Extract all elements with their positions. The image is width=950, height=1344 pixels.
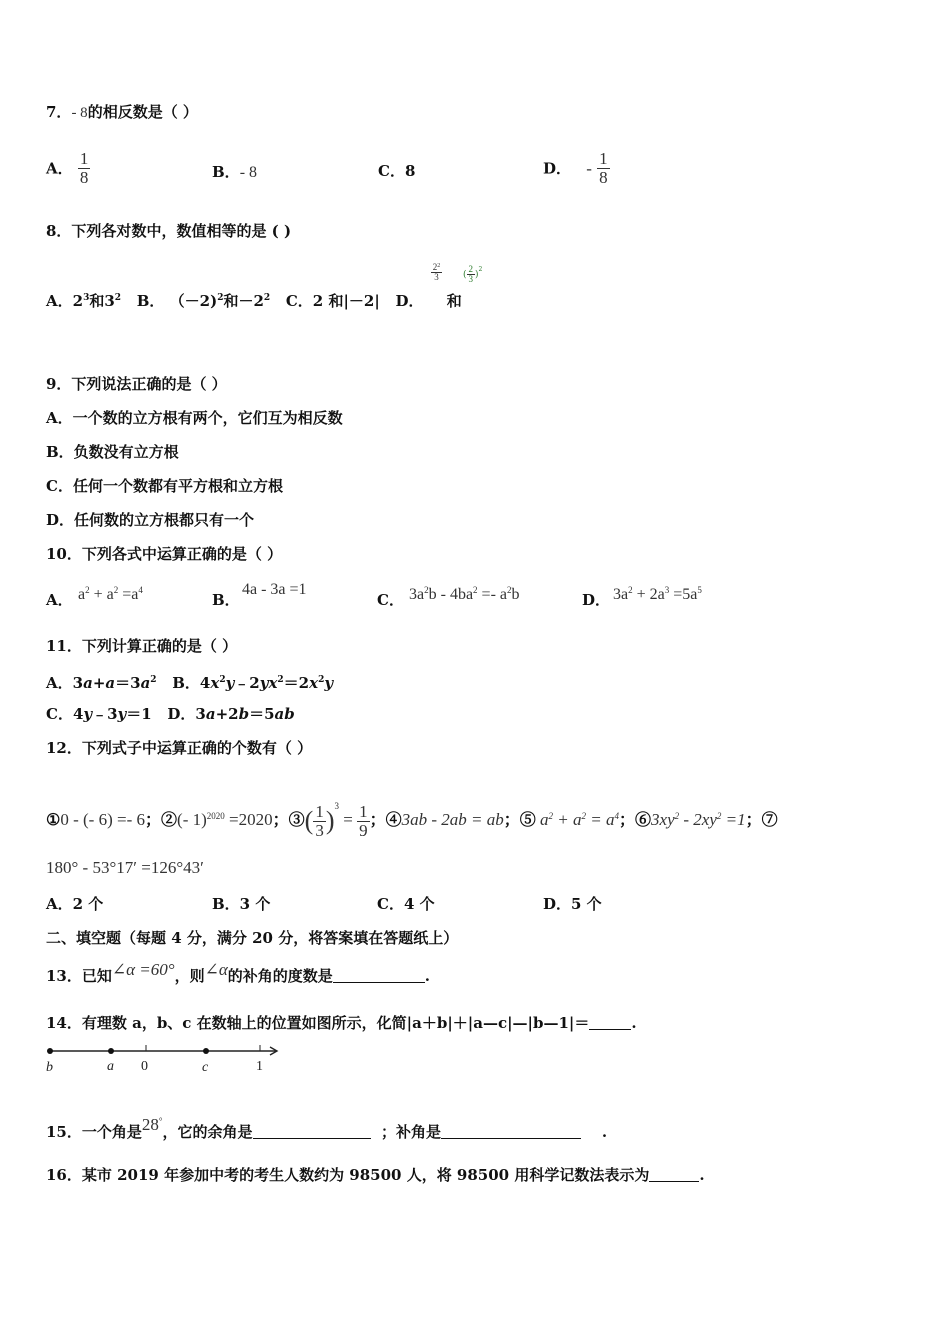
q16-text: 16．某市 2019 年参加中考的考生人数约为 98500 人，将 98500 用科学记数法表示为 (46, 1166, 650, 1184)
q10-option-b-math: 4a - 3a =1 (242, 581, 307, 598)
q8-option-a-and: 和 (89, 292, 105, 310)
q11-option-d-label: D． (167, 705, 196, 723)
q7-option-c-label: C． (378, 162, 405, 180)
point-c (203, 1048, 209, 1054)
q10-stem: 10．下列各式中运算正确的是（ ） (46, 545, 283, 563)
q14 (46, 1013, 637, 1033)
q15-supplement-label: ；补角是 (380, 1123, 441, 1141)
label-b: b (46, 1060, 53, 1075)
q13-prefix: 13．已知 (46, 967, 112, 985)
q15-end: . (601, 1123, 608, 1141)
q8-option-d-label: D． (395, 292, 424, 310)
label-one: 1 (256, 1059, 263, 1074)
q12-sep-6: ； (745, 810, 762, 829)
q12-option-c: C．4 个 (377, 895, 435, 913)
point-a (108, 1048, 114, 1054)
q14-answer-blank[interactable] (589, 1029, 631, 1030)
q12-item-1: 0 - (- 6) =- 6 (60, 810, 145, 829)
q13-end: . (424, 967, 430, 985)
q12-item-7: 180° - 53°17′ =126°43′ (46, 858, 204, 877)
q7-option-c (378, 161, 415, 181)
q8-options: A．$2^3$和$3^2$ B． （－2)$^2$和$-2^2$ C．2 和|－2| D． $\frac{2^2}{3}$ 和 ( $\frac{2}{3}$ )$^2$ (46, 286, 497, 311)
q8-option-d-and: 和 (446, 292, 462, 310)
q8-d-frac2: ( $\frac{2}{3}$ )$^2$ (462, 264, 483, 284)
q13-angle: ∠α (204, 960, 228, 979)
q10-option-d-label: D． (582, 591, 611, 609)
q7-option-d-sign: - (586, 158, 592, 178)
q12-option-d: D．5 个 (543, 895, 602, 913)
q9-option-d: D．任何数的立方根都只有一个 (46, 511, 255, 529)
q12-item-4: 3ab - 2ab = ab (401, 810, 504, 829)
q7-option-b-label: B． (212, 163, 240, 181)
q12-sep-3: ； (369, 810, 386, 829)
q9-stem: 9．下列说法正确的是（ ） (46, 375, 227, 393)
q12-item-5: $a^2 + a^2 = a^4$ (535, 810, 619, 829)
q12-sep-1: ； (145, 810, 162, 829)
q11-options-cd: C．4y﹣3y＝1 D．3a+2b＝5ab (46, 705, 295, 723)
q13-mid: ，则 (174, 967, 205, 985)
q7-option-a-fraction (78, 150, 91, 187)
section-2-heading: 二、填空题（每题 4 分，满分 20 分，将答案填在答题纸上） (46, 929, 459, 947)
q7-option-d-label: D． (543, 159, 572, 178)
q10-option-d-math: $3a^2 + 2a^3 =5a^5$ (613, 585, 702, 603)
q15-angle-value: 28 (141, 1115, 159, 1134)
q7-option-c-value: 8 (404, 162, 416, 180)
q15-complement-blank[interactable] (253, 1138, 371, 1139)
q13-angle-eq: ∠α =60° (111, 960, 175, 979)
q15-angle: 28° (141, 1115, 163, 1134)
q10-option-c-math: $3a^2b - 4ba^2 =- a^2b$ (409, 585, 520, 603)
q8-option-a-label: A． (46, 292, 73, 310)
q8-option-b-label: B． (136, 292, 165, 310)
point-b (47, 1048, 53, 1054)
q9-option-c: C．任何一个数都有平方根和立方根 (46, 477, 283, 495)
q12-item-1-marker: ① (46, 810, 61, 829)
q8-option-d-fraction2 (462, 264, 497, 306)
label-zero: 0 (141, 1059, 148, 1074)
q12-option-a: A．2 个 (46, 895, 104, 913)
q7-option-b-value: - 8 (239, 164, 258, 181)
q13 (46, 960, 430, 986)
q15-mid: ，它的余角是 (162, 1123, 253, 1141)
q7-d-denominator: 8 (599, 168, 608, 187)
q7-question: 的相反数是（ ） (87, 103, 198, 121)
q12-sep-2: ； (272, 810, 289, 829)
q7-a-denominator: 8 (79, 168, 89, 187)
q11-option-c-label: C． (46, 705, 73, 723)
q7-option-a-label: A． (46, 159, 73, 178)
q12-sep-5: ； (619, 810, 636, 829)
q8-option-d-fraction (429, 262, 447, 306)
q8-stem: 8．下列各对数中，数值相等的是 ( ) (46, 222, 292, 240)
q10-option-c-label: C． (377, 591, 404, 609)
q12-item-6-marker: ⑥ (635, 810, 652, 829)
q15-prefix: 15．一个角是 (46, 1123, 142, 1141)
q10-option-a-math: $a^2 + a^2 =a^4$ (78, 585, 143, 603)
q16-end: . (699, 1166, 705, 1184)
q7-stem (46, 102, 198, 123)
q7-option-d (543, 150, 610, 187)
q11-option-b-label: B． (172, 674, 200, 692)
q12-item-3: ( $\frac{1}{3}$ )$^3$ = $\frac{1}{9}$ (304, 801, 368, 840)
q14-end: . (631, 1014, 637, 1032)
q8-option-b-and: 和 (223, 292, 239, 310)
q16-answer-blank[interactable] (649, 1181, 699, 1182)
q12-item-3-marker: ③ (288, 810, 305, 829)
q7-option-b (212, 162, 257, 183)
q7-a-numerator: 1 (79, 149, 89, 168)
q9-option-a: A．一个数的立方根有两个，它们互为相反数 (46, 409, 343, 427)
q10-option-b-label: B． (212, 591, 240, 609)
q16 (46, 1165, 705, 1185)
q12-item-7-marker: ⑦ (761, 810, 778, 829)
q13-suffix: 的补角的度数是 (227, 967, 333, 985)
q15 (46, 1115, 608, 1142)
q7-option-d-fraction (597, 150, 610, 187)
label-a: a (107, 1059, 114, 1074)
q12-item-6: $3xy^2 - 2xy^2 =1$ (651, 810, 746, 829)
q12-item-2-result: =2020 (229, 810, 273, 829)
q11-option-a-label: A． (46, 674, 73, 692)
q7-value: - 8 (71, 105, 88, 121)
q7-option-a (46, 150, 90, 187)
q7-number: 7． (46, 103, 72, 121)
q12-stem: 12．下列式子中运算正确的个数有（ ） (46, 739, 313, 757)
q8-option-c-text: 2 和|－2| (312, 292, 380, 310)
q7-d-numerator: 1 (599, 149, 608, 168)
q12-option-b: B．3 个 (212, 895, 271, 913)
q12-expressions (46, 796, 778, 840)
q14-text: 14．有理数 a，b、c 在数轴上的位置如图所示，化简|a＋b|＋|a—c|—|b—1|＝ (46, 1014, 590, 1032)
q13-answer-blank[interactable] (333, 982, 425, 983)
q12-item-2-marker: ② (161, 810, 178, 829)
q15-supplement-blank[interactable] (441, 1138, 581, 1139)
q12-item-4-marker: ④ (385, 810, 402, 829)
q11-stem: 11．下列计算正确的是（ ） (46, 637, 238, 655)
q9-option-b: B．负数没有立方根 (46, 443, 179, 461)
q10-option-a-label: A． (46, 591, 73, 609)
q12-item-2: (- 1)$^{2020}$ =2020 (177, 810, 273, 829)
q8-option-c-label: C． (285, 292, 313, 310)
q12-sep-4: ； (503, 810, 520, 829)
q12-item-5-marker: ⑤ (519, 810, 536, 829)
number-line-figure (40, 1040, 290, 1076)
q11-options-ab: A．$3a+a=3a^2$ B．$4x^2y﹣2yx^2=2x^2y$ (46, 674, 334, 692)
q8-d-frac1: $\frac{2^2}{3}$ (432, 262, 441, 282)
label-c: c (202, 1060, 209, 1075)
